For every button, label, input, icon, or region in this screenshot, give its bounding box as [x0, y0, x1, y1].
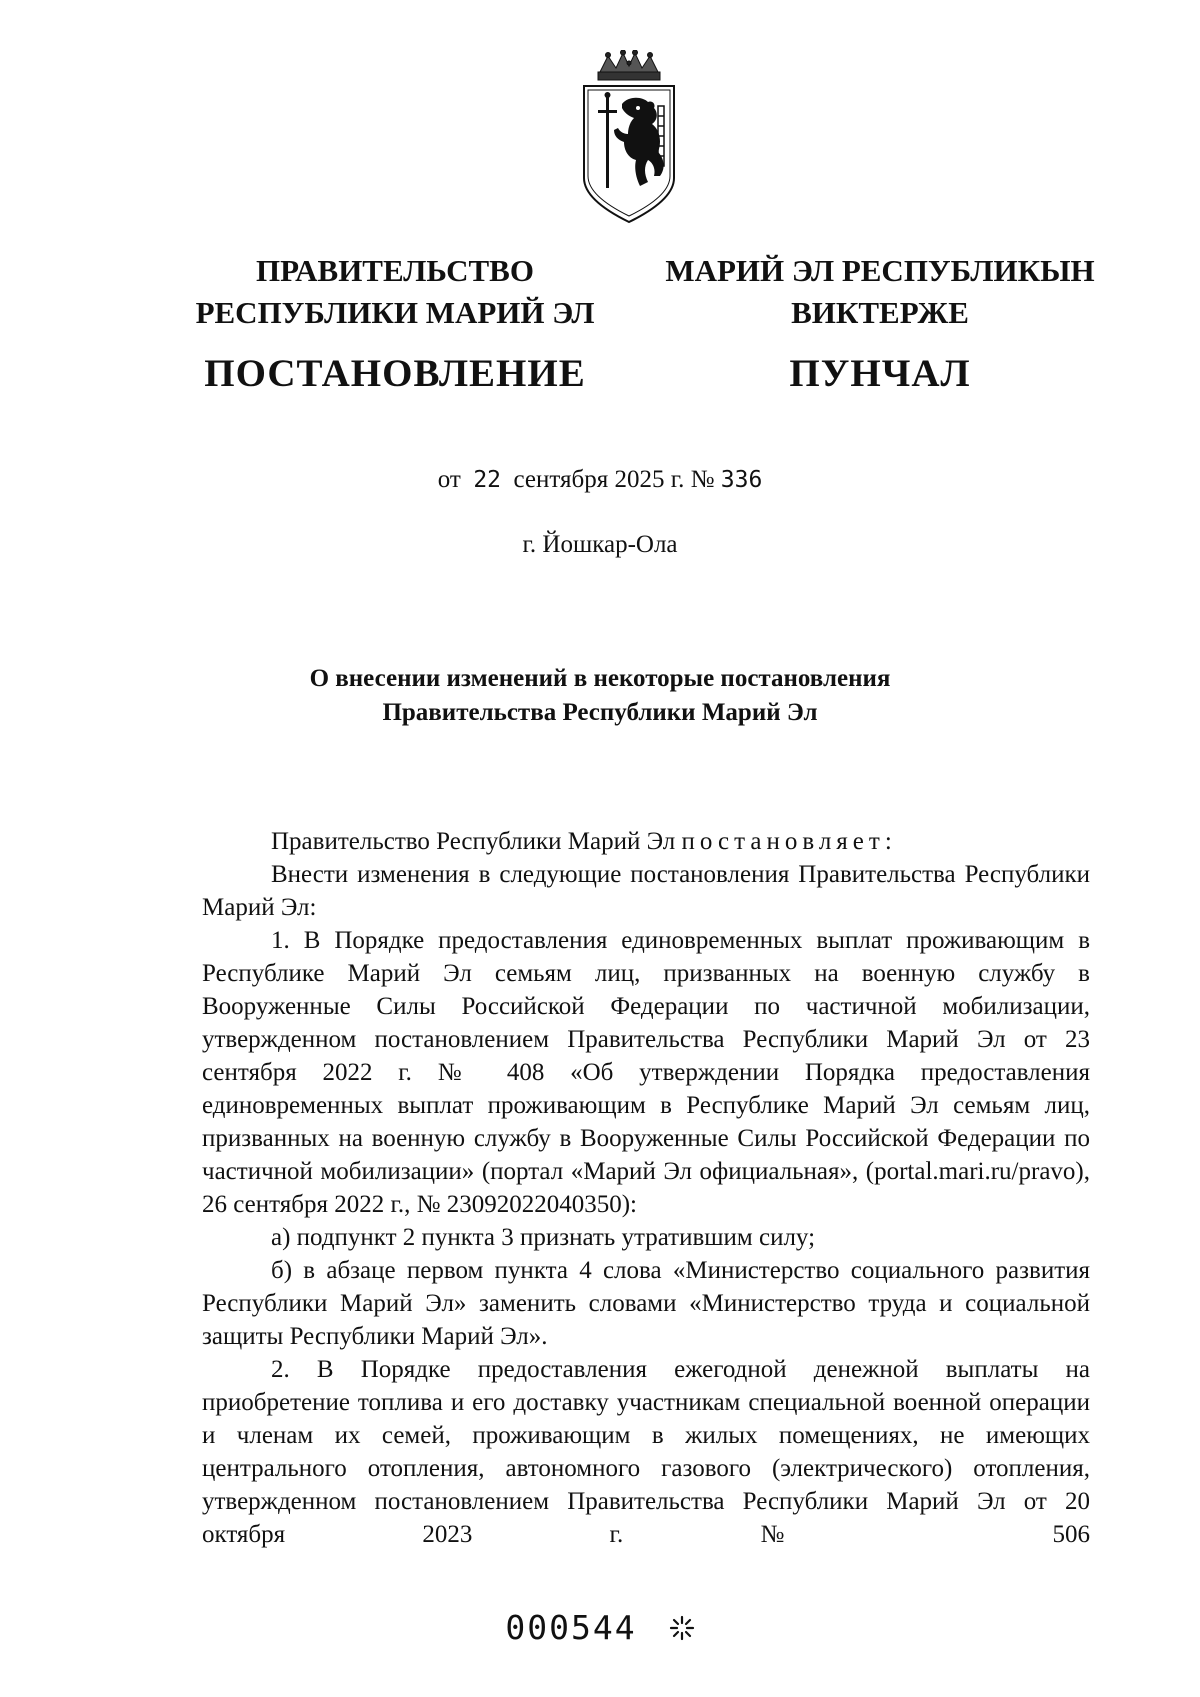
coat-of-arms-icon	[578, 50, 680, 226]
title-line1: О внесении изменений в некоторые постановления	[309, 665, 891, 692]
date-month-year: сентября 2025 г. №	[513, 466, 715, 493]
date-prefix: от	[437, 466, 461, 493]
serial-number: 000544	[505, 1608, 637, 1647]
document-number: 336	[720, 467, 763, 493]
header-right-doc-type: ПУНЧАЛ	[789, 352, 971, 395]
header-left-line1: ПРАВИТЕЛЬСТВО	[256, 253, 534, 288]
document-title	[0, 662, 1200, 730]
date-line	[0, 466, 1200, 494]
crown-icon	[598, 50, 660, 80]
paragraph-item-1: 1. В Порядке предоставления единовременных выплат проживающим в Республике Марий Эл семьям лиц, призванных на военную службу в Вооруженные Силы Российской Федерации по частичной мобилизации, утвержденном постановлением Правительства Республики Марий Эл от 23 сентября 2022 г. № 408 «Об утверждении Порядка предоставления единовременных выплат проживающим в Республике Марий Эл семьям лиц, призванных на военную службу в Вооруженные Силы Российской Федерации по частичной мобилизации» (портал «Марий Эл официальная», (portal.mari.ru/pravo), 26 сентября 2022 г., № 23092022040350):	[202, 927, 1090, 1218]
header-right-line1: МАРИЙ ЭЛ РЕСПУБЛИКЫН	[665, 253, 1095, 288]
document-body	[202, 825, 1090, 1551]
paragraph-decree	[202, 825, 1090, 858]
header-right	[660, 250, 1100, 397]
header-left	[190, 250, 600, 397]
header-left-line2: РЕСПУБЛИКИ МАРИЙ ЭЛ	[195, 295, 595, 330]
paragraph-item-1b: б) в абзаце первом пункта 4 слова «Министерство социального развития Республики Марий Эл» заменить словами «Министерство труда и социальной защиты Республики Марий Эл».	[202, 1257, 1090, 1350]
paragraph-item-1a: а) подпункт 2 пункта 3 признать утратившим силу;	[271, 1224, 816, 1251]
asterisk-mark-icon	[669, 1615, 695, 1641]
decree-verb: постановляет:	[681, 828, 897, 855]
footer	[0, 1608, 1200, 1647]
decree-subject: Правительство Республики Марий Эл	[271, 828, 676, 855]
header-right-line2: ВИКТЕРЖЕ	[791, 295, 969, 330]
paragraph-item-2: 2. В Порядке предоставления ежегодной денежной выплаты на приобретение топлива и его доставку участникам специальной военной операции и членам их семей, проживающим в жилых помещениях, не имеющих центрального отопления, автономного газового (электрического) отопления, утвержденном постановлением Правительства Республики Марий Эл от 20 октября 2023 г. № 506	[202, 1356, 1090, 1548]
date-day: 22	[473, 467, 502, 493]
title-line2: Правительства Республики Марий Эл	[382, 699, 818, 726]
header-left-doc-type: ПОСТАНОВЛЕНИЕ	[204, 352, 586, 395]
paragraph-intro: Внести изменения в следующие постановления Правительства Республики Марий Эл:	[202, 861, 1090, 921]
city: г. Йошкар-Ола	[522, 531, 678, 558]
